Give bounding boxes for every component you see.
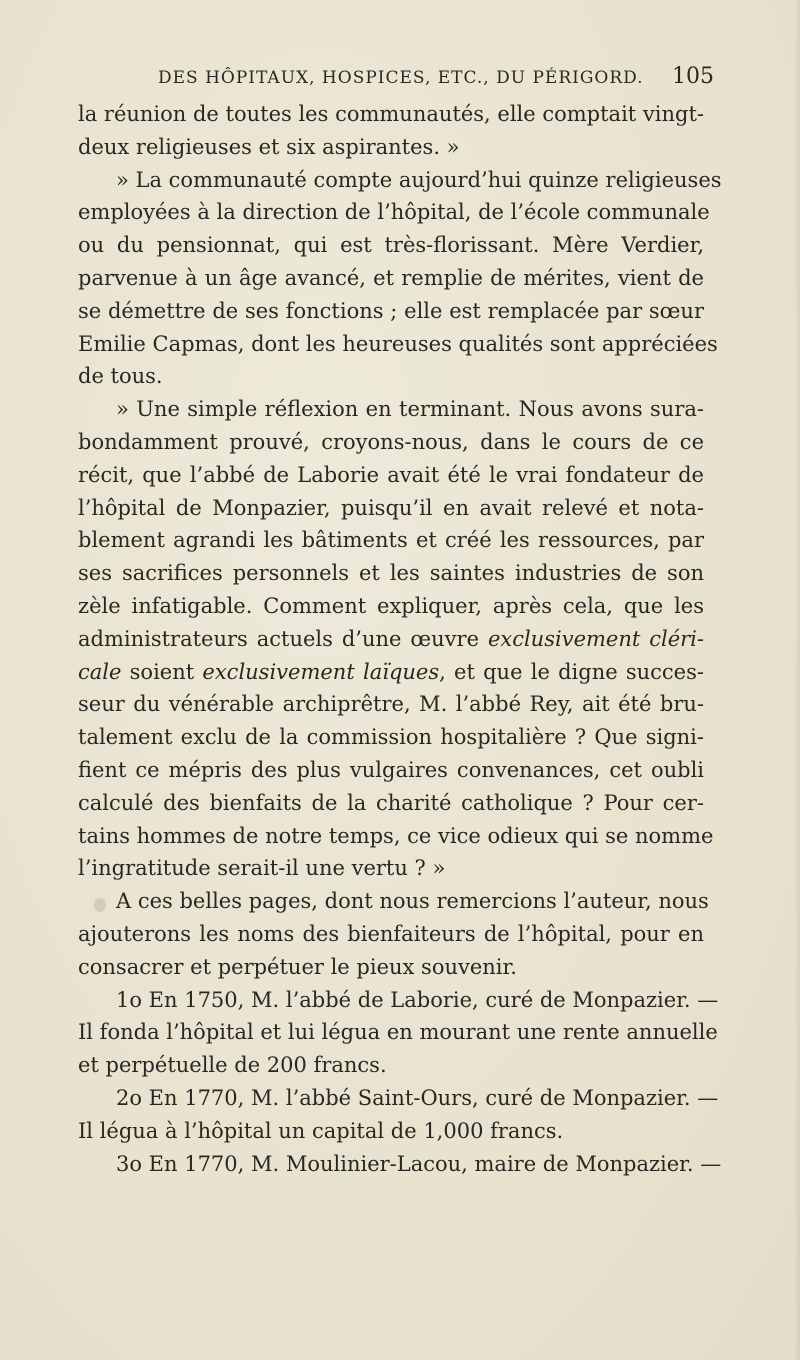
text-line: ajouterons les noms des bienfaiteurs de l’hôpital, pour en [78, 921, 704, 946]
text-line: zèle infatigable. Comment expliquer, après cela, que les [78, 593, 704, 618]
text-line: A ces belles pages, dont nous remercions l’auteur, nous [116, 889, 709, 914]
text-line: blement agrandi les bâtiments et créé les ressources, par [78, 528, 704, 553]
text-line: l’ingratitude serait-il une vertu ? » [78, 856, 446, 881]
running-header [158, 64, 714, 94]
text-line: consacrer et perpétuer le pieux souvenir. [78, 954, 517, 979]
text-line: calculé des bienfaits de la charité catholique ? Pour cer- [78, 790, 704, 815]
running-title: DES HÔPITAUX, HOSPICES, ETC., DU PÉRIGORD. [158, 68, 644, 88]
text-line: se démettre de ses fonctions ; elle est remplacée par sœur [78, 298, 704, 323]
body-text [78, 98, 722, 1180]
text-segment: administrateurs actuels d’une œuvre [78, 626, 488, 651]
text-segment: , et que le digne succes- [439, 659, 704, 684]
text-line [78, 623, 704, 656]
text-line: Emilie Capmas, dont les heureuses qualités sont appréciées [78, 331, 718, 356]
text-line: » Une simple réflexion en terminant. Nous avons sura- [116, 397, 704, 422]
italic-segment: cale [78, 659, 122, 684]
text-line: la réunion de toutes les communautés, elle comptait vingt- [78, 102, 704, 126]
page-number: 105 [672, 64, 714, 89]
text-line: 1o En 1750, M. l’abbé de Laborie, curé de Monpazier. — [116, 987, 719, 1012]
text-line: parvenue à un âge avancé, et remplie de mérites, vient de [78, 265, 704, 290]
text-line: talement exclu de la commission hospitalière ? Que signi- [78, 725, 704, 750]
text-line: 2o En 1770, M. l’abbé Saint-Ours, curé de Monpazier. — [116, 1085, 719, 1110]
text-line: deux religieuses et six aspirantes. » [78, 134, 460, 159]
text-line: » La communauté compte aujourd’hui quinze religieuses [116, 167, 722, 192]
text-line: Il fonda l’hôpital et lui légua en mourant une rente annuelle [78, 1020, 718, 1045]
text-line: ses sacrifices personnels et les saintes industries de son [78, 561, 704, 586]
text-line [78, 656, 704, 689]
text-line: seur du vénérable archiprêtre, M. l’abbé Rey, ait été bru- [78, 692, 704, 717]
text-line: et perpétuelle de 200 francs. [78, 1053, 387, 1078]
text-segment: soient [121, 659, 203, 684]
text-line: tains hommes de notre temps, ce vice odieux qui se nomme [78, 823, 714, 848]
text-line: de tous. [78, 364, 163, 389]
text-line: ou du pensionnat, qui est très-florissant. Mère Verdier, [78, 233, 704, 258]
ink-smudge [94, 898, 106, 912]
page-edge-shadow [794, 0, 800, 1360]
text-line: l’hôpital de Monpazier, puisqu’il en avait relevé et nota- [78, 495, 704, 520]
italic-segment: exclusivement laïques [202, 659, 440, 684]
text-line: bondamment prouvé, croyons-nous, dans le cours de ce [78, 429, 704, 454]
italic-segment: exclusivement cléri- [487, 626, 704, 651]
text-line: 3o En 1770, M. Moulinier-Lacou, maire de Monpazier. — [116, 1151, 722, 1176]
text-line: fient ce mépris des plus vulgaires convenances, cet oubli [78, 757, 704, 782]
text-line: employées à la direction de l’hôpital, de l’école communale [78, 200, 710, 225]
text-line: récit, que l’abbé de Laborie avait été le vrai fondateur de [78, 462, 704, 487]
text-line: Il légua à l’hôpital un capital de 1,000 francs. [78, 1118, 564, 1143]
